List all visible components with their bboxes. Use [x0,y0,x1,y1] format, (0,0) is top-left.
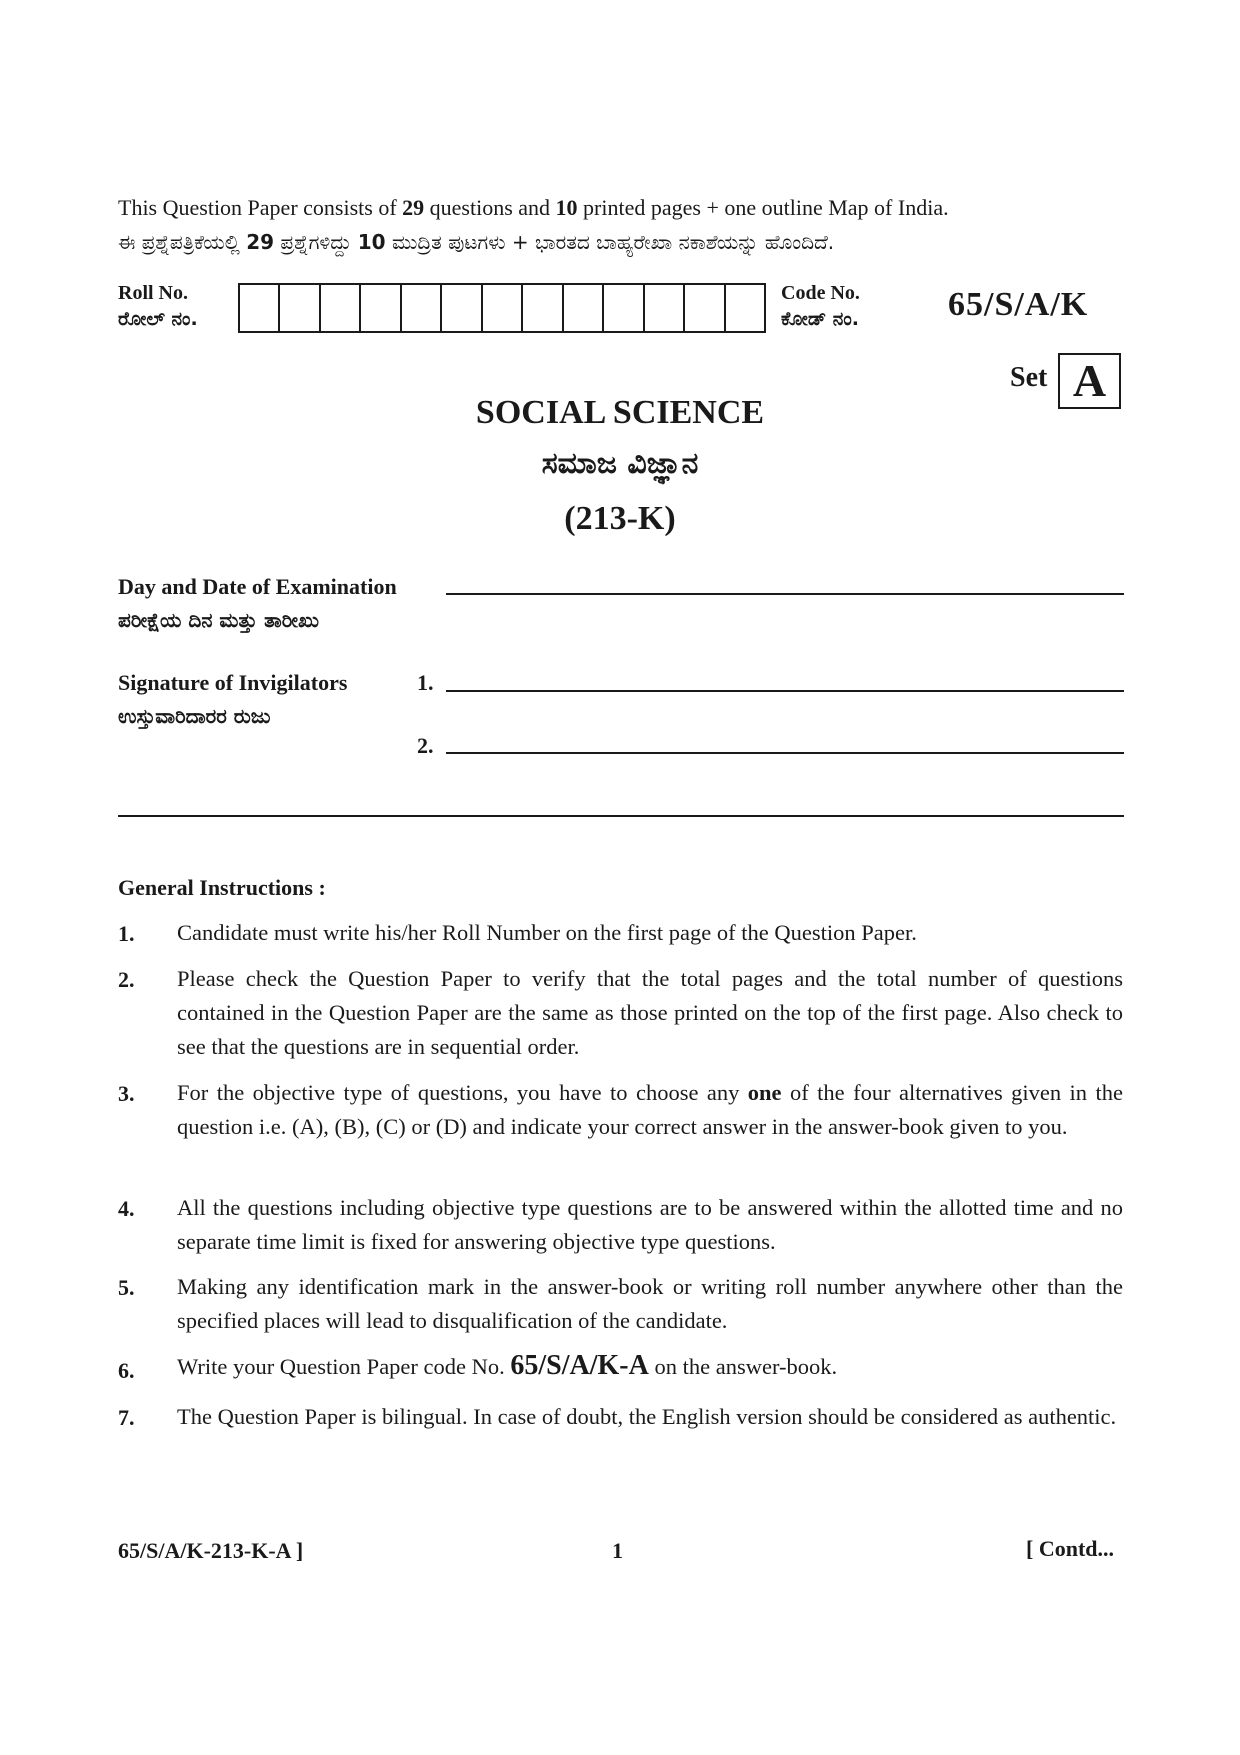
text: ಮುದ್ರಿತ ಪುಟಗಳು + ಭಾರತದ ಬಾಹ್ಯರೇಖಾ ನಕಾಶೆಯನ್ನು ಹೊಂದಿದೆ. [385,230,835,254]
paper-code-emphasis: 65/S/A/K-A [510,1350,649,1381]
roll-digit-box[interactable] [604,285,644,331]
roll-label-kn: ರೋಲ್ ನಂ. [118,308,198,330]
roll-digit-box[interactable] [564,285,604,331]
roll-digit-box[interactable] [321,285,361,331]
text: This Question Paper consists of [118,195,403,220]
signature-2-field[interactable] [446,752,1124,754]
page-count: 10 [555,195,578,220]
roll-digit-box[interactable] [685,285,725,331]
set-label: Set [1010,362,1048,393]
instruction-text: Candidate must write his/her Roll Number on the first page of the Question Paper. [177,920,917,945]
instruction-number: 3. [118,1081,135,1106]
instruction-number: 6. [118,1358,135,1383]
instruction-text [177,1076,1123,1144]
signature-label: Signature of Invigilators [118,670,348,695]
text: ಪ್ರಶ್ನೆಗಳಿದ್ದು [274,230,358,254]
roll-digit-box[interactable] [442,285,482,331]
text: For the objective type of questions, you have to choose any [177,1080,748,1105]
code-label-kn: ಕೋಡ್ ನಂ. [781,308,859,330]
roll-label-en: Roll No. [118,282,188,304]
signature-1-field[interactable] [446,690,1124,692]
roll-digit-box[interactable] [361,285,401,331]
paper-info-english [118,195,949,221]
roll-digit-box[interactable] [645,285,685,331]
instruction-number: 2. [118,967,135,992]
roll-digit-box[interactable] [483,285,523,331]
day-date-label-kn: ಪರೀಕ್ಷೆಯ ದಿನ ಮತ್ತು ತಾರೀಖು [118,608,319,632]
roll-number-boxes[interactable] [238,283,766,333]
emphasis: one [747,1080,782,1105]
instruction-text: Making any identification mark in the answer-book or writing roll number anywhere other than the specified places will lead to disqualification of the candidate. [177,1274,1123,1333]
code-label-en: Code No. [781,282,860,304]
instruction-number: 1. [118,921,135,946]
subject-code: (213-K) [564,500,676,537]
instruction-number: 4. [118,1196,135,1221]
instructions-heading: General Instructions : [118,875,326,900]
day-date-label: Day and Date of Examination [118,574,397,599]
day-date-field[interactable] [446,593,1124,595]
text: Write your Question Paper code No. [177,1354,511,1379]
instruction-text [177,1349,1123,1384]
roll-digit-box[interactable] [726,285,764,331]
paper-info-kannada [118,230,834,254]
roll-digit-box[interactable] [523,285,563,331]
text: of the four alternatives given in the question i.e. (A), (B), (C) or (D) and indicate your correct answer in the answer-book given to you. [177,1080,1123,1139]
roll-digit-box[interactable] [402,285,442,331]
instruction-text: Please check the Question Paper to verify that the total pages and the total number of questions contained in the Question Paper are the same as those printed on the top of the first page. Also check to see that the questions are in sequential order. [177,966,1123,1059]
text: printed pages + one outline Map of India. [577,195,949,220]
instruction-text: All the questions including objective type questions are to be answered within the allotted time and no separate time limit is fixed for answering objective type questions. [177,1195,1123,1254]
question-count: 29 [402,195,425,220]
signature-1-number: 1. [417,670,434,695]
set-box: A [1058,353,1121,409]
instruction-number: 7. [118,1405,135,1430]
subject-title-kn: ಸಮಾಜ ವಿಜ್ಞಾನ [541,446,699,481]
code-number-value: 65/S/A/K [948,286,1089,323]
roll-digit-box[interactable] [240,285,280,331]
page-number: 1 [612,1538,623,1563]
roll-digit-box[interactable] [280,285,320,331]
subject-title-en: SOCIAL SCIENCE [475,394,765,431]
text: ಈ ಪ್ರಶ್ನೆಪತ್ರಿಕೆಯಲ್ಲಿ [118,230,247,254]
signature-label-kn: ಉಸ್ತುವಾರಿದಾರರ ರುಜು [118,704,271,728]
section-divider [118,815,1124,817]
instruction-number: 5. [118,1275,135,1300]
page-count: 10 [357,230,386,254]
roll-number-label [118,280,198,332]
text: on the answer-book. [648,1354,838,1379]
question-count: 29 [246,230,275,254]
footer-contd: [ Contd... [1026,1536,1115,1561]
text: questions and [424,195,556,220]
code-number-label [781,280,860,332]
signature-2-number: 2. [417,733,434,758]
instruction-text: The Question Paper is bilingual. In case of doubt, the English version should be considered as authentic. [177,1404,1117,1429]
footer-paper-code: 65/S/A/K-213-K-A ] [118,1538,304,1563]
